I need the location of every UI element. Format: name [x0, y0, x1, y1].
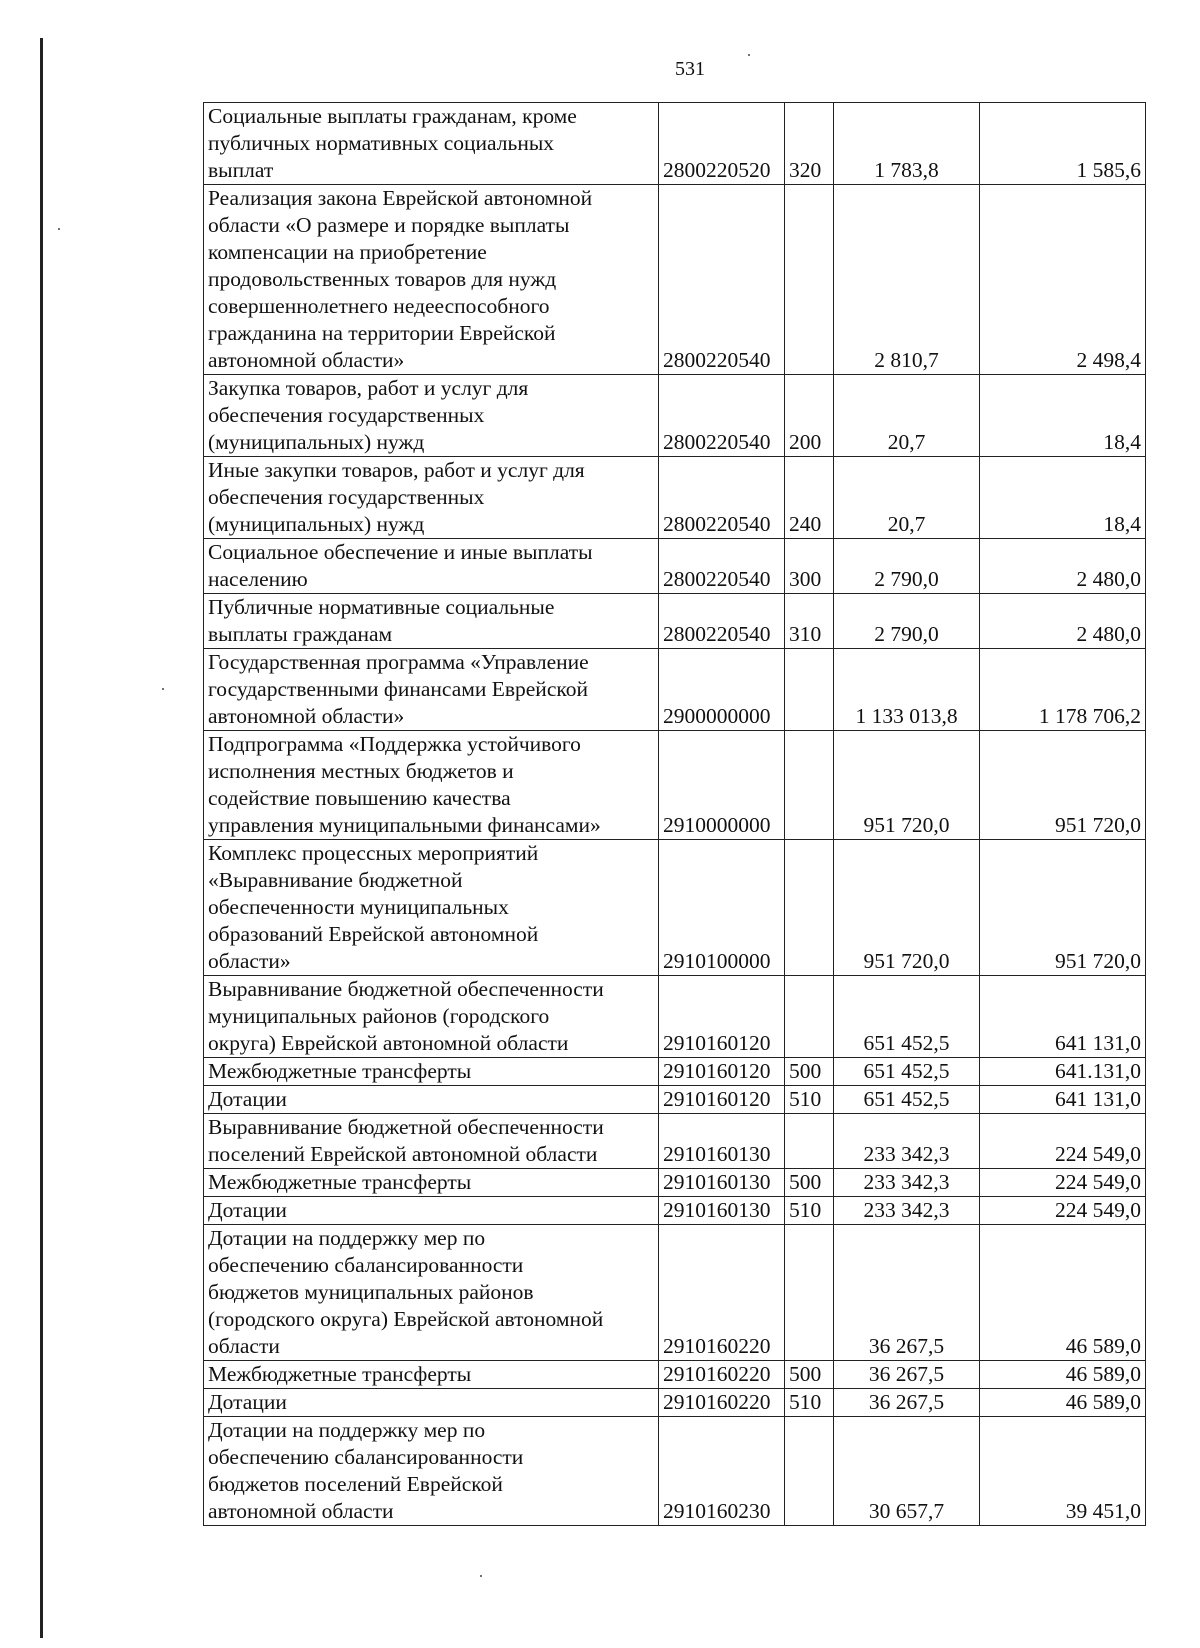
- table-row: [204, 103, 1146, 185]
- row-value-year-2: 1 178 706,2: [980, 649, 1146, 731]
- table-row: [204, 457, 1146, 539]
- row-code: 2910160130: [659, 1114, 785, 1169]
- row-value-year-2: 46 589,0: [980, 1225, 1146, 1361]
- row-code: 2910160120: [659, 1058, 785, 1086]
- row-name-text: Закупка товаров, работ и услуг для обеспечения государственных (муниципальных) нужд: [208, 376, 529, 454]
- row-name-text: Межбюджетные трансферты: [208, 1170, 472, 1194]
- row-expense-type: 310: [785, 594, 834, 649]
- row-expense-type: 500: [785, 1361, 834, 1389]
- table-row: [204, 594, 1146, 649]
- table-row: [204, 840, 1146, 976]
- page-number: 531: [675, 58, 705, 80]
- row-name: [204, 1114, 659, 1169]
- row-value-year-2: 224 549,0: [980, 1197, 1146, 1225]
- row-name-text: Дотации: [208, 1390, 287, 1414]
- row-name-text: Социальное обеспечение и иные выплаты населению: [208, 540, 593, 591]
- row-code: 2910160130: [659, 1197, 785, 1225]
- row-name-text: Дотации: [208, 1198, 287, 1222]
- table-row: [204, 649, 1146, 731]
- row-value-year-1: 651 452,5: [834, 976, 980, 1058]
- row-expense-type: 200: [785, 375, 834, 457]
- scan-speck: [480, 1575, 482, 1577]
- row-name: [204, 185, 659, 375]
- row-value-year-2: 18,4: [980, 375, 1146, 457]
- row-name-text: Комплекс процессных мероприятий «Выравнивание бюджетной обеспеченности муниципальных образований Еврейской автономной области»: [208, 841, 539, 973]
- row-value-year-1: 233 342,3: [834, 1169, 980, 1197]
- row-code: 2800220540: [659, 457, 785, 539]
- row-expense-type: [785, 1114, 834, 1169]
- row-code: 2800220540: [659, 539, 785, 594]
- row-value-year-2: 39 451,0: [980, 1417, 1146, 1526]
- table-row: [204, 976, 1146, 1058]
- row-name: [204, 103, 659, 185]
- row-code: 2800220540: [659, 375, 785, 457]
- row-expense-type: [785, 976, 834, 1058]
- row-name-text: Публичные нормативные социальные выплаты гражданам: [208, 595, 555, 646]
- table-row: [204, 375, 1146, 457]
- row-code: 2910160230: [659, 1417, 785, 1526]
- row-value-year-1: 36 267,5: [834, 1361, 980, 1389]
- table-row: [204, 185, 1146, 375]
- row-value-year-1: 233 342,3: [834, 1114, 980, 1169]
- table-row: [204, 1086, 1146, 1114]
- row-value-year-2: 1 585,6: [980, 103, 1146, 185]
- row-code: 2910160130: [659, 1169, 785, 1197]
- row-value-year-2: 18,4: [980, 457, 1146, 539]
- row-name: [204, 731, 659, 840]
- row-name-text: Выравнивание бюджетной обеспеченности муниципальных районов (городского округа) Еврейской автономной области: [208, 977, 604, 1055]
- row-expense-type: [785, 649, 834, 731]
- row-code: 2910100000: [659, 840, 785, 976]
- table-row: [204, 1361, 1146, 1389]
- row-code: 2910160220: [659, 1225, 785, 1361]
- row-name: [204, 1197, 659, 1225]
- row-name: [204, 1086, 659, 1114]
- row-code: 2800220520: [659, 103, 785, 185]
- row-name-text: Межбюджетные трансферты: [208, 1362, 472, 1386]
- row-value-year-1: 1 783,8: [834, 103, 980, 185]
- row-code: 2910160220: [659, 1389, 785, 1417]
- table-row: [204, 1197, 1146, 1225]
- scan-speck: [58, 228, 60, 230]
- row-value-year-2: 2 480,0: [980, 539, 1146, 594]
- row-expense-type: [785, 731, 834, 840]
- row-name-text: Иные закупки товаров, работ и услуг для обеспечения государственных (муниципальных) нужд: [208, 458, 585, 536]
- row-code: 2800220540: [659, 185, 785, 375]
- table-row: [204, 1058, 1146, 1086]
- row-name: [204, 1225, 659, 1361]
- row-value-year-1: 20,7: [834, 375, 980, 457]
- row-expense-type: 500: [785, 1169, 834, 1197]
- row-value-year-1: 20,7: [834, 457, 980, 539]
- row-value-year-2: 46 589,0: [980, 1389, 1146, 1417]
- row-name: [204, 1389, 659, 1417]
- row-value-year-2: 224 549,0: [980, 1114, 1146, 1169]
- row-expense-type: [785, 185, 834, 375]
- row-name: [204, 594, 659, 649]
- table-row: [204, 1225, 1146, 1361]
- row-code: 2910160120: [659, 976, 785, 1058]
- table-row: [204, 1417, 1146, 1526]
- row-name: [204, 457, 659, 539]
- row-expense-type: 510: [785, 1389, 834, 1417]
- row-name: [204, 1058, 659, 1086]
- row-name-text: Межбюджетные трансферты: [208, 1059, 472, 1083]
- row-name: [204, 840, 659, 976]
- row-expense-type: 510: [785, 1086, 834, 1114]
- row-expense-type: 300: [785, 539, 834, 594]
- row-value-year-2: 951 720,0: [980, 731, 1146, 840]
- row-value-year-1: 233 342,3: [834, 1197, 980, 1225]
- row-expense-type: 240: [785, 457, 834, 539]
- row-value-year-1: 36 267,5: [834, 1389, 980, 1417]
- row-name-text: Дотации: [208, 1087, 287, 1111]
- table-row: [204, 1169, 1146, 1197]
- row-code: 2910160220: [659, 1361, 785, 1389]
- scan-speck: [162, 688, 164, 690]
- row-value-year-1: 1 133 013,8: [834, 649, 980, 731]
- row-expense-type: [785, 1417, 834, 1526]
- row-code: 2910160120: [659, 1086, 785, 1114]
- table-row: [204, 1114, 1146, 1169]
- row-name: [204, 649, 659, 731]
- row-expense-type: [785, 1225, 834, 1361]
- row-value-year-2: 224 549,0: [980, 1169, 1146, 1197]
- row-name: [204, 976, 659, 1058]
- row-value-year-1: 30 657,7: [834, 1417, 980, 1526]
- row-value-year-1: 2 790,0: [834, 539, 980, 594]
- row-code: 2900000000: [659, 649, 785, 731]
- table-row: [204, 1389, 1146, 1417]
- row-value-year-1: 2 810,7: [834, 185, 980, 375]
- row-name: [204, 1417, 659, 1526]
- row-value-year-2: 641 131,0: [980, 976, 1146, 1058]
- row-value-year-1: 651 452,5: [834, 1058, 980, 1086]
- row-value-year-1: 2 790,0: [834, 594, 980, 649]
- budget-table: [203, 102, 1146, 1526]
- row-value-year-1: 36 267,5: [834, 1225, 980, 1361]
- row-name: [204, 1361, 659, 1389]
- row-name-text: Подпрограмма «Поддержка устойчивого исполнения местных бюджетов и содействие повышению качества управления муниципальными финансами»: [208, 732, 601, 837]
- row-value-year-2: 641 131,0: [980, 1086, 1146, 1114]
- table-row: [204, 731, 1146, 840]
- row-value-year-2: 46 589,0: [980, 1361, 1146, 1389]
- row-name-text: Выравнивание бюджетной обеспеченности поселений Еврейской автономной области: [208, 1115, 604, 1166]
- row-value-year-2: 2 498,4: [980, 185, 1146, 375]
- row-value-year-2: 951 720,0: [980, 840, 1146, 976]
- row-name-text: Дотации на поддержку мер по обеспечению сбалансированности бюджетов поселений Еврейской автономной области: [208, 1418, 524, 1523]
- row-name-text: Дотации на поддержку мер по обеспечению сбалансированности бюджетов муниципальных районов (городского округа) Еврейской автономной области: [208, 1226, 604, 1358]
- row-expense-type: [785, 840, 834, 976]
- row-expense-type: 320: [785, 103, 834, 185]
- row-name-text: Государственная программа «Управление государственными финансами Еврейской автономной области»: [208, 650, 589, 728]
- row-value-year-1: 951 720,0: [834, 840, 980, 976]
- row-name: [204, 375, 659, 457]
- row-value-year-2: 641.131,0: [980, 1058, 1146, 1086]
- row-code: 2800220540: [659, 594, 785, 649]
- row-name-text: Реализация закона Еврейской автономной области «О размере и порядке выплаты компенсации на приобретение продовольственных товаров для нужд совершеннолетнего недееспособного гражданина на территории Еврейской автономной области»: [208, 186, 593, 372]
- row-name: [204, 539, 659, 594]
- binding-line: [40, 38, 43, 1638]
- row-value-year-1: 651 452,5: [834, 1086, 980, 1114]
- row-expense-type: 510: [785, 1197, 834, 1225]
- budget-table-body: [204, 103, 1146, 1526]
- row-value-year-1: 951 720,0: [834, 731, 980, 840]
- scan-speck: [748, 54, 750, 56]
- row-value-year-2: 2 480,0: [980, 594, 1146, 649]
- table-row: [204, 539, 1146, 594]
- row-expense-type: 500: [785, 1058, 834, 1086]
- row-name: [204, 1169, 659, 1197]
- row-name-text: Социальные выплаты гражданам, кроме публичных нормативных социальных выплат: [208, 104, 577, 182]
- row-code: 2910000000: [659, 731, 785, 840]
